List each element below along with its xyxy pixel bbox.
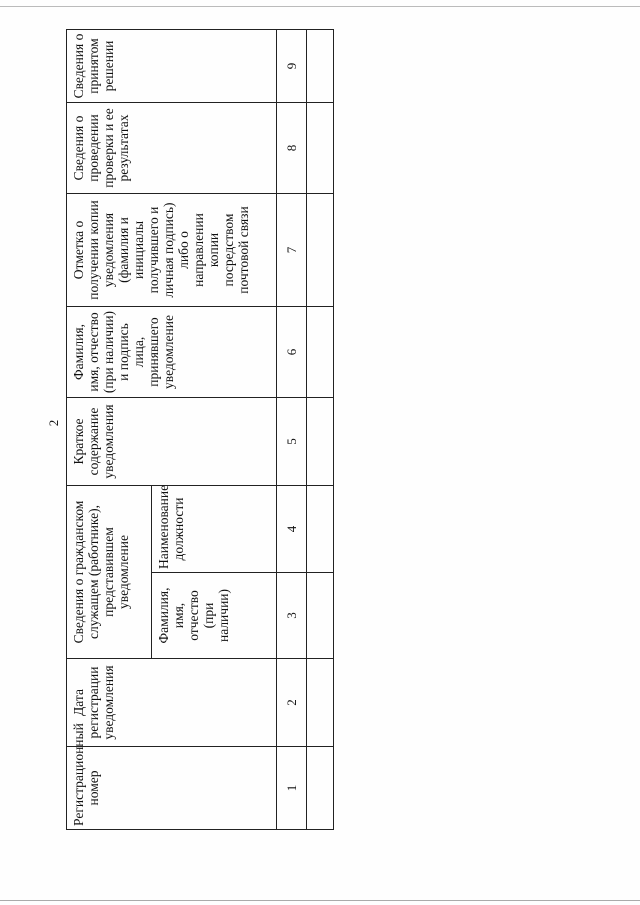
page-number: 2 [46, 419, 61, 427]
column-number-3: 3 [276, 573, 306, 659]
data-cell [306, 103, 333, 194]
data-cell [306, 659, 333, 747]
header-receiver: Фамилия, имя, отчество (при наличии) и подпись лица, принявшего уведомление [67, 307, 277, 398]
column-number-2: 2 [276, 659, 306, 747]
header-employee-position: Наименование должности [152, 486, 276, 573]
data-cell [306, 307, 333, 398]
header-employee-fio: Фамилия, имя, отчество (при наличии) [152, 573, 276, 659]
header-check-info: Сведения о проведении проверки и ее результатах [67, 103, 277, 194]
column-number-7: 7 [276, 194, 306, 307]
data-cell [306, 30, 333, 103]
header-reg-date: Дата регистрации уведомления [67, 659, 277, 747]
data-cell [306, 486, 333, 573]
column-number-4: 4 [276, 486, 306, 573]
header-summary: Краткое содержание уведомления [67, 398, 277, 486]
header-copy-receipt: Отметка о получении копии уведомления (фамилия и инициалы получившего и личная подпись) либо о направлении копии посредством почтовой связи [67, 194, 277, 307]
column-number-5: 5 [276, 398, 306, 486]
header-employee-info: Сведения о гражданском служащем (работнике), представившем уведомление [67, 486, 152, 659]
header-decision-info: Сведения о принятом решении [67, 30, 277, 103]
column-number-6: 6 [276, 307, 306, 398]
column-number-9: 9 [276, 30, 306, 103]
column-number-1: 1 [276, 747, 306, 830]
data-cell [306, 573, 333, 659]
data-cell [306, 747, 333, 830]
column-number-8: 8 [276, 103, 306, 194]
data-cell [306, 194, 333, 307]
notification-register-table [66, 30, 334, 830]
data-cell [306, 398, 333, 486]
scan-edge-bottom [0, 900, 640, 901]
header-reg-number: Регистрационный номер [67, 747, 277, 830]
scan-edge-top [0, 6, 640, 7]
